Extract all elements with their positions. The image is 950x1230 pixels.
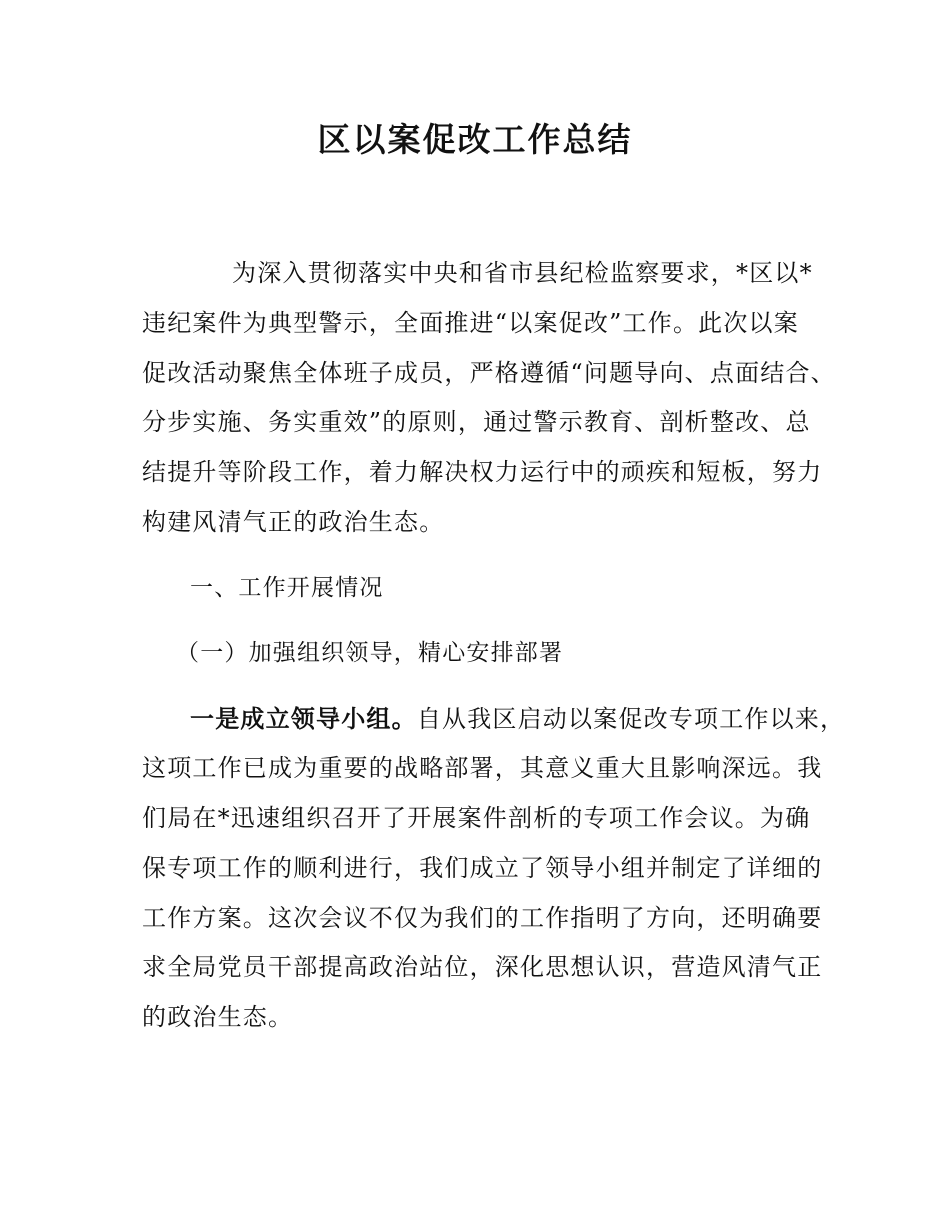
intro-line-1: 为深入贯彻落实中央和省市县纪检监察要求，*区以*: [232, 259, 813, 287]
subsection-heading-1: （一）加强组织领导，精心安排部署: [176, 640, 564, 666]
point1-lead: 一是成立领导小组。: [190, 705, 417, 733]
point1-first-line: [190, 694, 845, 744]
point1-line-2: 这项工作已成为重要的战略部署，其意义重大且影响深远。我: [142, 754, 823, 782]
section-heading-1: 一、工作开展情况: [190, 575, 384, 601]
point1-line-6: 求全局党员干部提高政治站位，深化思想认识，营造风清气正: [142, 953, 823, 981]
intro-line-6: 构建风清气正的政治生态。: [142, 508, 445, 536]
intro-line-4: 分步实施、务实重效”的原则，通过警示教育、剖析整改、总: [142, 408, 811, 436]
document-title: 区以案促改工作总结: [317, 120, 633, 159]
point1-line-4: 保专项工作的顺利进行，我们成立了领导小组并制定了详细的: [142, 854, 823, 882]
point1-line-7: 的政治生态。: [142, 1003, 294, 1031]
point1-first-line-rest: 自从我区启动以案促改专项工作以来，: [416, 705, 846, 733]
point1-line-3: 们局在*迅速组织召开了开展案件剖析的专项工作会议。为确: [142, 804, 811, 832]
intro-line-3: 促改活动聚焦全体班子成员，严格遵循“问题导向、点面结合、: [142, 359, 836, 387]
intro-line-2: 违纪案件为典型警示，全面推进“以案促改”工作。此次以案: [142, 309, 799, 337]
intro-line-5: 结提升等阶段工作，着力解决权力运行中的顽疾和短板，努力: [142, 458, 823, 486]
point1-line-5: 工作方案。这次会议不仅为我们的工作指明了方向，还明确要: [142, 904, 823, 932]
